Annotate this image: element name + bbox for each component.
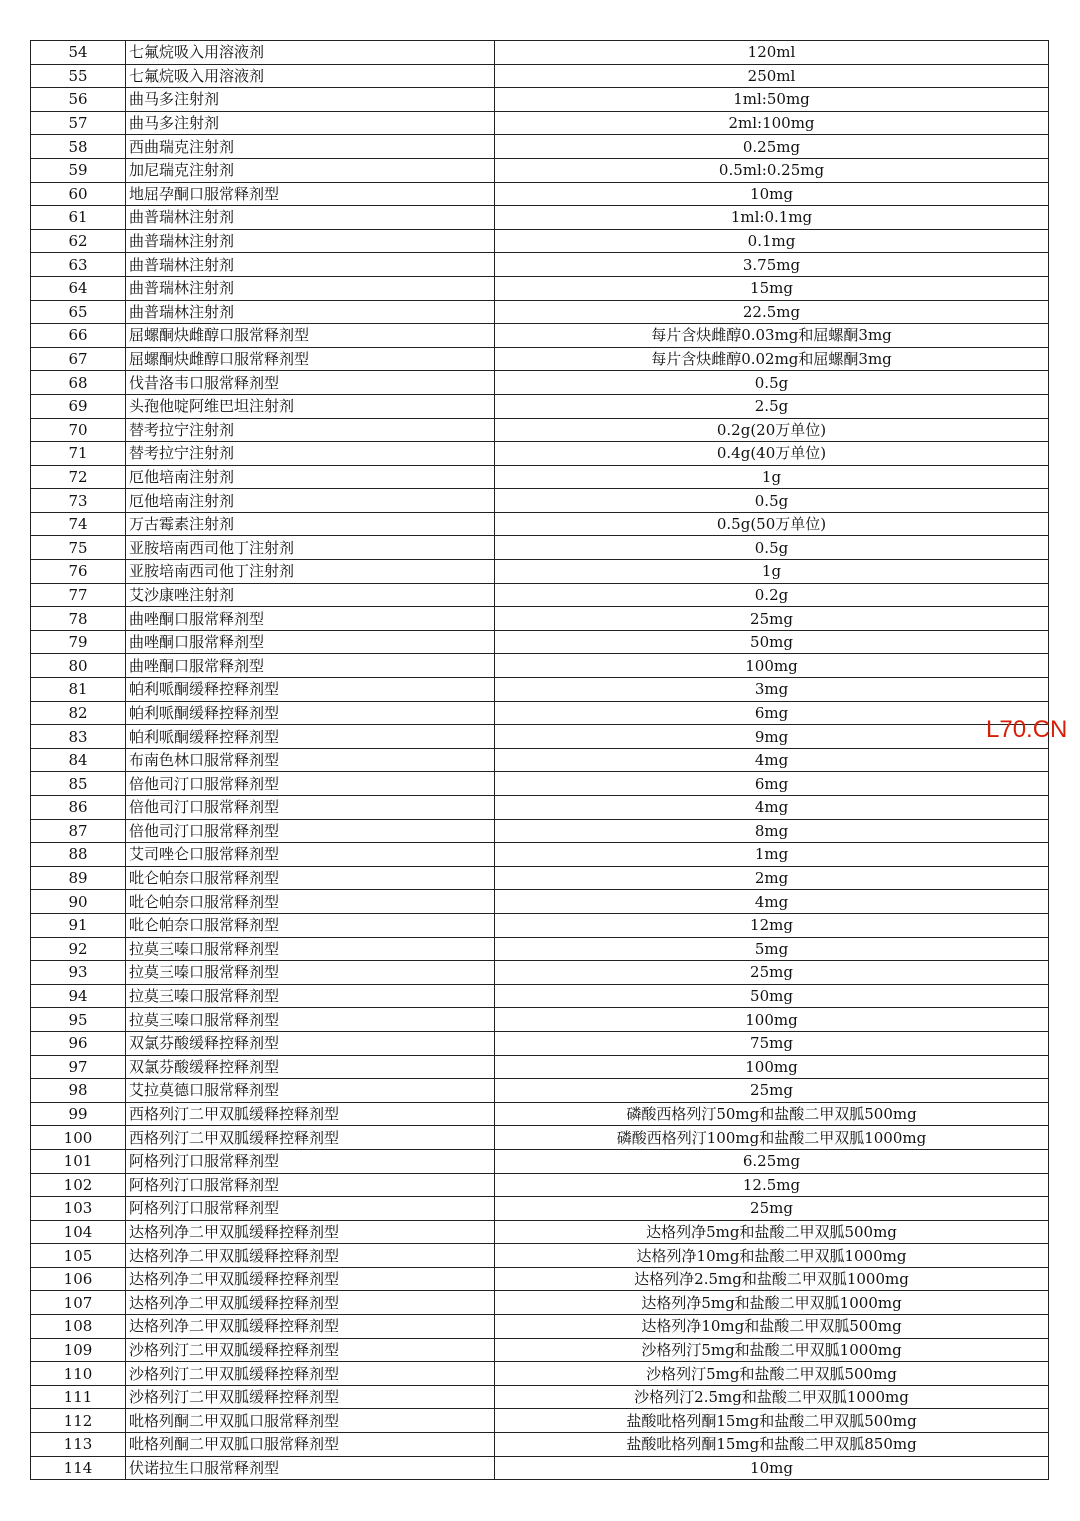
table-row bbox=[31, 371, 1049, 395]
drug-spec: 50mg bbox=[495, 984, 1049, 1008]
row-number: 94 bbox=[31, 984, 126, 1008]
drug-spec: 盐酸吡格列酮15mg和盐酸二甲双胍500mg bbox=[495, 1409, 1049, 1433]
drug-name: 拉莫三嗪口服常释剂型 bbox=[126, 961, 495, 985]
drug-spec: 8mg bbox=[495, 819, 1049, 843]
table-row bbox=[31, 418, 1049, 442]
row-number: 62 bbox=[31, 229, 126, 253]
table-row bbox=[31, 1079, 1049, 1103]
row-number: 112 bbox=[31, 1409, 126, 1433]
table-row bbox=[31, 1433, 1049, 1457]
table-row bbox=[31, 819, 1049, 843]
table-row bbox=[31, 937, 1049, 961]
drug-name: 艾司唑仑口服常释剂型 bbox=[126, 843, 495, 867]
drug-name: 倍他司汀口服常释剂型 bbox=[126, 819, 495, 843]
row-number: 84 bbox=[31, 748, 126, 772]
drug-spec: 10mg bbox=[495, 1456, 1049, 1480]
drug-spec: 磷酸西格列汀50mg和盐酸二甲双胍500mg bbox=[495, 1102, 1049, 1126]
row-number: 93 bbox=[31, 961, 126, 985]
table-row bbox=[31, 253, 1049, 277]
row-number: 73 bbox=[31, 489, 126, 513]
row-number: 102 bbox=[31, 1173, 126, 1197]
table-row bbox=[31, 135, 1049, 159]
drug-name: 曲马多注射剂 bbox=[126, 111, 495, 135]
drug-name: 吡格列酮二甲双胍口服常释剂型 bbox=[126, 1409, 495, 1433]
drug-spec: 沙格列汀5mg和盐酸二甲双胍500mg bbox=[495, 1362, 1049, 1386]
drug-spec: 12mg bbox=[495, 913, 1049, 937]
table-row bbox=[31, 796, 1049, 820]
row-number: 103 bbox=[31, 1197, 126, 1221]
drug-name: 屈螺酮炔雌醇口服常释剂型 bbox=[126, 324, 495, 348]
table-row bbox=[31, 1456, 1049, 1480]
drug-spec: 6mg bbox=[495, 701, 1049, 725]
table-row bbox=[31, 630, 1049, 654]
drug-spec: 50mg bbox=[495, 630, 1049, 654]
table-row bbox=[31, 1102, 1049, 1126]
drug-spec: 盐酸吡格列酮15mg和盐酸二甲双胍850mg bbox=[495, 1433, 1049, 1457]
row-number: 110 bbox=[31, 1362, 126, 1386]
row-number: 70 bbox=[31, 418, 126, 442]
row-number: 56 bbox=[31, 88, 126, 112]
drug-name: 沙格列汀二甲双胍缓释控释剂型 bbox=[126, 1385, 495, 1409]
row-number: 91 bbox=[31, 913, 126, 937]
table-row bbox=[31, 1385, 1049, 1409]
table-row bbox=[31, 1291, 1049, 1315]
drug-name: 阿格列汀口服常释剂型 bbox=[126, 1197, 495, 1221]
table-row bbox=[31, 1244, 1049, 1268]
table-row bbox=[31, 1197, 1049, 1221]
drug-name: 吡格列酮二甲双胍口服常释剂型 bbox=[126, 1433, 495, 1457]
table-row bbox=[31, 512, 1049, 536]
row-number: 85 bbox=[31, 772, 126, 796]
drug-spec: 达格列净2.5mg和盐酸二甲双胍1000mg bbox=[495, 1267, 1049, 1291]
row-number: 58 bbox=[31, 135, 126, 159]
drug-name: 屈螺酮炔雌醇口服常释剂型 bbox=[126, 347, 495, 371]
row-number: 83 bbox=[31, 725, 126, 749]
row-number: 96 bbox=[31, 1031, 126, 1055]
row-number: 71 bbox=[31, 442, 126, 466]
row-number: 92 bbox=[31, 937, 126, 961]
drug-name: 伐昔洛韦口服常释剂型 bbox=[126, 371, 495, 395]
row-number: 90 bbox=[31, 890, 126, 914]
drug-table bbox=[30, 40, 1049, 1480]
drug-name: 亚胺培南西司他丁注射剂 bbox=[126, 536, 495, 560]
drug-name: 曲普瑞林注射剂 bbox=[126, 229, 495, 253]
table-row bbox=[31, 913, 1049, 937]
table-row bbox=[31, 276, 1049, 300]
drug-name: 替考拉宁注射剂 bbox=[126, 442, 495, 466]
table-row bbox=[31, 748, 1049, 772]
row-number: 104 bbox=[31, 1220, 126, 1244]
drug-name: 拉莫三嗪口服常释剂型 bbox=[126, 984, 495, 1008]
drug-spec: 10mg bbox=[495, 182, 1049, 206]
drug-spec: 25mg bbox=[495, 607, 1049, 631]
row-number: 109 bbox=[31, 1338, 126, 1362]
drug-spec: 0.25mg bbox=[495, 135, 1049, 159]
table-row bbox=[31, 300, 1049, 324]
row-number: 99 bbox=[31, 1102, 126, 1126]
table-row bbox=[31, 111, 1049, 135]
drug-spec: 100mg bbox=[495, 654, 1049, 678]
drug-name: 七氟烷吸入用溶液剂 bbox=[126, 64, 495, 88]
drug-name: 地屈孕酮口服常释剂型 bbox=[126, 182, 495, 206]
drug-spec: 0.2g bbox=[495, 583, 1049, 607]
drug-spec: 每片含炔雌醇0.03mg和屈螺酮3mg bbox=[495, 324, 1049, 348]
table-row bbox=[31, 1008, 1049, 1032]
row-number: 81 bbox=[31, 678, 126, 702]
table-row bbox=[31, 560, 1049, 584]
drug-spec: 4mg bbox=[495, 890, 1049, 914]
drug-name: 伏诺拉生口服常释剂型 bbox=[126, 1456, 495, 1480]
drug-spec: 0.5g bbox=[495, 371, 1049, 395]
drug-spec: 1mg bbox=[495, 843, 1049, 867]
drug-spec: 100mg bbox=[495, 1008, 1049, 1032]
drug-name: 亚胺培南西司他丁注射剂 bbox=[126, 560, 495, 584]
drug-name: 帕利哌酮缓释控释剂型 bbox=[126, 725, 495, 749]
row-number: 111 bbox=[31, 1385, 126, 1409]
drug-name: 曲马多注射剂 bbox=[126, 88, 495, 112]
drug-name: 艾拉莫德口服常释剂型 bbox=[126, 1079, 495, 1103]
drug-name: 沙格列汀二甲双胍缓释控释剂型 bbox=[126, 1362, 495, 1386]
table-row bbox=[31, 1338, 1049, 1362]
row-number: 106 bbox=[31, 1267, 126, 1291]
table-row bbox=[31, 1055, 1049, 1079]
drug-spec: 1ml:50mg bbox=[495, 88, 1049, 112]
table-row bbox=[31, 1220, 1049, 1244]
drug-spec: 15mg bbox=[495, 276, 1049, 300]
drug-name: 西曲瑞克注射剂 bbox=[126, 135, 495, 159]
row-number: 105 bbox=[31, 1244, 126, 1268]
table-row bbox=[31, 961, 1049, 985]
table-row bbox=[31, 324, 1049, 348]
drug-name: 吡仑帕奈口服常释剂型 bbox=[126, 913, 495, 937]
row-number: 98 bbox=[31, 1079, 126, 1103]
drug-name: 达格列净二甲双胍缓释控释剂型 bbox=[126, 1315, 495, 1339]
drug-name: 曲普瑞林注射剂 bbox=[126, 300, 495, 324]
row-number: 95 bbox=[31, 1008, 126, 1032]
drug-name: 艾沙康唑注射剂 bbox=[126, 583, 495, 607]
drug-name: 双氯芬酸缓释控释剂型 bbox=[126, 1055, 495, 1079]
row-number: 86 bbox=[31, 796, 126, 820]
row-number: 65 bbox=[31, 300, 126, 324]
table-row bbox=[31, 583, 1049, 607]
table-row bbox=[31, 843, 1049, 867]
drug-spec: 0.5g(50万单位) bbox=[495, 512, 1049, 536]
drug-name: 吡仑帕奈口服常释剂型 bbox=[126, 866, 495, 890]
drug-spec: 0.5g bbox=[495, 536, 1049, 560]
table-row bbox=[31, 866, 1049, 890]
row-number: 108 bbox=[31, 1315, 126, 1339]
row-number: 101 bbox=[31, 1149, 126, 1173]
row-number: 66 bbox=[31, 324, 126, 348]
table-row bbox=[31, 890, 1049, 914]
watermark: L70.CN bbox=[986, 716, 1068, 743]
drug-spec: 2ml:100mg bbox=[495, 111, 1049, 135]
row-number: 72 bbox=[31, 465, 126, 489]
drug-spec: 达格列净5mg和盐酸二甲双胍1000mg bbox=[495, 1291, 1049, 1315]
drug-spec: 1g bbox=[495, 465, 1049, 489]
row-number: 69 bbox=[31, 394, 126, 418]
table-row bbox=[31, 1149, 1049, 1173]
row-number: 113 bbox=[31, 1433, 126, 1457]
row-number: 80 bbox=[31, 654, 126, 678]
drug-name: 帕利哌酮缓释控释剂型 bbox=[126, 701, 495, 725]
drug-name: 达格列净二甲双胍缓释控释剂型 bbox=[126, 1220, 495, 1244]
row-number: 59 bbox=[31, 158, 126, 182]
row-number: 74 bbox=[31, 512, 126, 536]
table-row bbox=[31, 1031, 1049, 1055]
drug-spec: 9mg bbox=[495, 725, 1049, 749]
drug-spec: 4mg bbox=[495, 748, 1049, 772]
drug-table-body bbox=[31, 41, 1049, 1480]
drug-name: 阿格列汀口服常释剂型 bbox=[126, 1173, 495, 1197]
table-row bbox=[31, 206, 1049, 230]
drug-spec: 达格列净10mg和盐酸二甲双胍500mg bbox=[495, 1315, 1049, 1339]
drug-spec: 5mg bbox=[495, 937, 1049, 961]
drug-spec: 250ml bbox=[495, 64, 1049, 88]
drug-name: 倍他司汀口服常释剂型 bbox=[126, 772, 495, 796]
row-number: 75 bbox=[31, 536, 126, 560]
drug-name: 达格列净二甲双胍缓释控释剂型 bbox=[126, 1291, 495, 1315]
drug-spec: 0.2g(20万单位) bbox=[495, 418, 1049, 442]
drug-name: 曲唑酮口服常释剂型 bbox=[126, 607, 495, 631]
drug-spec: 3.75mg bbox=[495, 253, 1049, 277]
drug-spec: 25mg bbox=[495, 961, 1049, 985]
row-number: 78 bbox=[31, 607, 126, 631]
table-row bbox=[31, 536, 1049, 560]
table-row bbox=[31, 64, 1049, 88]
drug-name: 曲普瑞林注射剂 bbox=[126, 206, 495, 230]
row-number: 61 bbox=[31, 206, 126, 230]
drug-name: 曲唑酮口服常释剂型 bbox=[126, 654, 495, 678]
drug-spec: 0.1mg bbox=[495, 229, 1049, 253]
drug-name: 达格列净二甲双胍缓释控释剂型 bbox=[126, 1244, 495, 1268]
table-row bbox=[31, 41, 1049, 65]
row-number: 67 bbox=[31, 347, 126, 371]
table-row bbox=[31, 1267, 1049, 1291]
drug-spec: 4mg bbox=[495, 796, 1049, 820]
table-row bbox=[31, 1126, 1049, 1150]
table-row bbox=[31, 1362, 1049, 1386]
row-number: 57 bbox=[31, 111, 126, 135]
table-row bbox=[31, 1173, 1049, 1197]
drug-spec: 0.5ml:0.25mg bbox=[495, 158, 1049, 182]
table-row bbox=[31, 158, 1049, 182]
drug-spec: 0.5g bbox=[495, 489, 1049, 513]
drug-name: 厄他培南注射剂 bbox=[126, 465, 495, 489]
drug-spec: 磷酸西格列汀100mg和盐酸二甲双胍1000mg bbox=[495, 1126, 1049, 1150]
drug-spec: 6mg bbox=[495, 772, 1049, 796]
row-number: 77 bbox=[31, 583, 126, 607]
drug-spec: 22.5mg bbox=[495, 300, 1049, 324]
row-number: 79 bbox=[31, 630, 126, 654]
table-row bbox=[31, 607, 1049, 631]
table-row bbox=[31, 229, 1049, 253]
row-number: 63 bbox=[31, 253, 126, 277]
row-number: 55 bbox=[31, 64, 126, 88]
drug-name: 阿格列汀口服常释剂型 bbox=[126, 1149, 495, 1173]
drug-spec: 12.5mg bbox=[495, 1173, 1049, 1197]
row-number: 54 bbox=[31, 41, 126, 65]
drug-name: 曲普瑞林注射剂 bbox=[126, 276, 495, 300]
row-number: 76 bbox=[31, 560, 126, 584]
drug-name: 达格列净二甲双胍缓释控释剂型 bbox=[126, 1267, 495, 1291]
drug-spec: 25mg bbox=[495, 1197, 1049, 1221]
drug-name: 拉莫三嗪口服常释剂型 bbox=[126, 937, 495, 961]
drug-name: 沙格列汀二甲双胍缓释控释剂型 bbox=[126, 1338, 495, 1362]
drug-name: 七氟烷吸入用溶液剂 bbox=[126, 41, 495, 65]
drug-spec: 3mg bbox=[495, 678, 1049, 702]
row-number: 60 bbox=[31, 182, 126, 206]
drug-name: 替考拉宁注射剂 bbox=[126, 418, 495, 442]
table-row bbox=[31, 701, 1049, 725]
drug-name: 曲唑酮口服常释剂型 bbox=[126, 630, 495, 654]
drug-name: 头孢他啶阿维巴坦注射剂 bbox=[126, 394, 495, 418]
table-row bbox=[31, 678, 1049, 702]
row-number: 107 bbox=[31, 1291, 126, 1315]
drug-spec: 2mg bbox=[495, 866, 1049, 890]
table-row bbox=[31, 88, 1049, 112]
drug-spec: 120ml bbox=[495, 41, 1049, 65]
table-row bbox=[31, 1409, 1049, 1433]
row-number: 97 bbox=[31, 1055, 126, 1079]
table-row bbox=[31, 984, 1049, 1008]
table-row bbox=[31, 347, 1049, 371]
drug-spec: 0.4g(40万单位) bbox=[495, 442, 1049, 466]
drug-name: 拉莫三嗪口服常释剂型 bbox=[126, 1008, 495, 1032]
row-number: 100 bbox=[31, 1126, 126, 1150]
drug-name: 曲普瑞林注射剂 bbox=[126, 253, 495, 277]
drug-name: 加尼瑞克注射剂 bbox=[126, 158, 495, 182]
drug-spec: 达格列净10mg和盐酸二甲双胍1000mg bbox=[495, 1244, 1049, 1268]
row-number: 114 bbox=[31, 1456, 126, 1480]
table-row bbox=[31, 725, 1049, 749]
drug-spec: 2.5g bbox=[495, 394, 1049, 418]
table-row bbox=[31, 772, 1049, 796]
drug-spec: 6.25mg bbox=[495, 1149, 1049, 1173]
table-row bbox=[31, 182, 1049, 206]
drug-name: 双氯芬酸缓释控释剂型 bbox=[126, 1031, 495, 1055]
drug-name: 厄他培南注射剂 bbox=[126, 489, 495, 513]
drug-spec: 沙格列汀2.5mg和盐酸二甲双胍1000mg bbox=[495, 1385, 1049, 1409]
drug-name: 吡仑帕奈口服常释剂型 bbox=[126, 890, 495, 914]
row-number: 89 bbox=[31, 866, 126, 890]
drug-spec: 达格列净5mg和盐酸二甲双胍500mg bbox=[495, 1220, 1049, 1244]
drug-name: 西格列汀二甲双胍缓释控释剂型 bbox=[126, 1126, 495, 1150]
table-row bbox=[31, 1315, 1049, 1339]
row-number: 82 bbox=[31, 701, 126, 725]
table-row bbox=[31, 489, 1049, 513]
drug-name: 西格列汀二甲双胍缓释控释剂型 bbox=[126, 1102, 495, 1126]
drug-spec: 1ml:0.1mg bbox=[495, 206, 1049, 230]
row-number: 88 bbox=[31, 843, 126, 867]
drug-name: 帕利哌酮缓释控释剂型 bbox=[126, 678, 495, 702]
drug-spec: 75mg bbox=[495, 1031, 1049, 1055]
drug-name: 倍他司汀口服常释剂型 bbox=[126, 796, 495, 820]
table-row bbox=[31, 394, 1049, 418]
drug-spec: 25mg bbox=[495, 1079, 1049, 1103]
row-number: 68 bbox=[31, 371, 126, 395]
table-row bbox=[31, 465, 1049, 489]
row-number: 64 bbox=[31, 276, 126, 300]
row-number: 87 bbox=[31, 819, 126, 843]
table-row bbox=[31, 442, 1049, 466]
drug-spec: 沙格列汀5mg和盐酸二甲双胍1000mg bbox=[495, 1338, 1049, 1362]
drug-spec: 每片含炔雌醇0.02mg和屈螺酮3mg bbox=[495, 347, 1049, 371]
table-row bbox=[31, 654, 1049, 678]
drug-spec: 100mg bbox=[495, 1055, 1049, 1079]
drug-spec: 1g bbox=[495, 560, 1049, 584]
drug-name: 布南色林口服常释剂型 bbox=[126, 748, 495, 772]
drug-name: 万古霉素注射剂 bbox=[126, 512, 495, 536]
